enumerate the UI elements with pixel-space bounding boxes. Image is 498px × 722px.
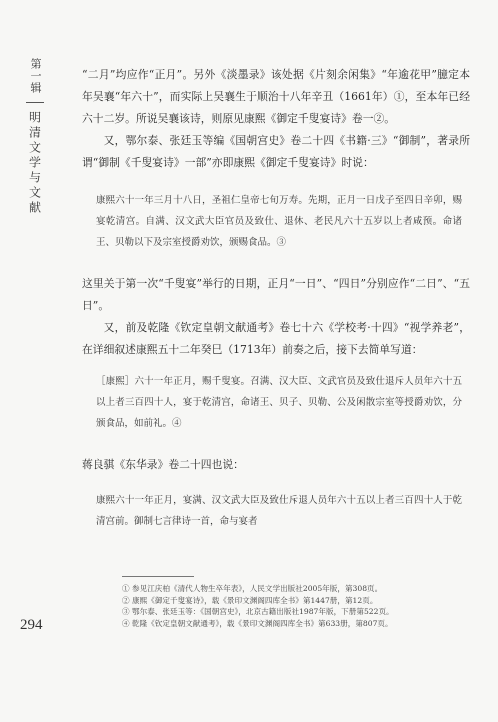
footnote-1: ① 参见江庆柏《清代人物生卒年表》，人民文学出版社2005年版，第308页。 [122, 584, 383, 593]
footnote-divider [122, 576, 194, 577]
paragraph-4: 又，前及乾隆《钦定皇朝文献通考》卷七十六《学校考·十四》“视学养老”，在详细叙述康熙五十二年癸巳（1713年）前奏之后，接下去简单写道： [82, 321, 470, 356]
sidebar-divider [26, 102, 44, 103]
running-head-sidebar [20, 58, 50, 216]
footnotes [122, 583, 470, 629]
main-text-block [82, 64, 470, 629]
paragraph-2: 又，鄂尔泰、张廷玉等编《国朝宫史》卷二十四《书籍·三》“御制”，著录所谓“御制《千叟宴诗》一部”亦即康熙《御定千叟宴诗》时说： [82, 134, 470, 169]
footnote-3: ③ 鄂尔泰、张廷玉等：《国朝宫史》，北京古籍出版社1987年版，下册第522页。 [122, 607, 394, 616]
series-title: 明清文学与文献 [27, 111, 42, 216]
paragraph-3: 这里关于第一次“千叟宴”举行的日期，正月“一日”、“四日”分别应作“二日”、“五日”。 [82, 277, 470, 312]
block-quote-2: ［康熙］六十一年正月，赐千叟宴。召满、汉大臣、文武官员及致仕退斥人员年六十五以上者三百四十人，宴于乾清宫，命诸王、贝子、贝勒、公及闲散宗室等授爵劝饮，分颁食品，如前礼。④ [96, 376, 462, 429]
footnote-4: ④ 乾隆《钦定皇朝文献通考》，载《景印文渊阁四库全书》第633册，第807页。 [122, 618, 393, 628]
page-number: 294 [20, 617, 43, 633]
block-quote-1: 康熙六十一年三月十八日，圣祖仁皇帝七旬万寿。先期，正月一日戊子至四日辛卯，赐宴乾清宫。自满、汉文武大臣官员及致仕、退休、老民凡六十五岁以上者咸预。命诸王、贝勒以下及宗室授爵劝饮，颁赐食品。③ [96, 195, 462, 248]
series-part-label: 第一辑 [29, 58, 42, 94]
footnote-2: ② 康熙《御定千叟宴诗》，载《景印文渊阁四库全书》第1447册，第12页。 [122, 595, 378, 605]
paragraph-1: “二月”均应作“正月”。另外《淡墨录》该处据《片刻余闲集》“年逾花甲”臆定本年吴襄“年六十”，而实际上吴襄生于顺治十八年辛丑（1661年）①，至本年已经六十二岁。所说吴襄该诗，则原见康熙《御定千叟宴诗》卷一②。 [82, 68, 470, 125]
paragraph-5: 蒋良骐《东华录》卷二十四也说： [82, 458, 244, 471]
block-quote-3: 康熙六十一年正月，宴满、汉文武大臣及致仕斥退人员年六十五以上者三百四十人于乾清宫前。御制七言律诗一首，命与宴者 [96, 495, 462, 527]
